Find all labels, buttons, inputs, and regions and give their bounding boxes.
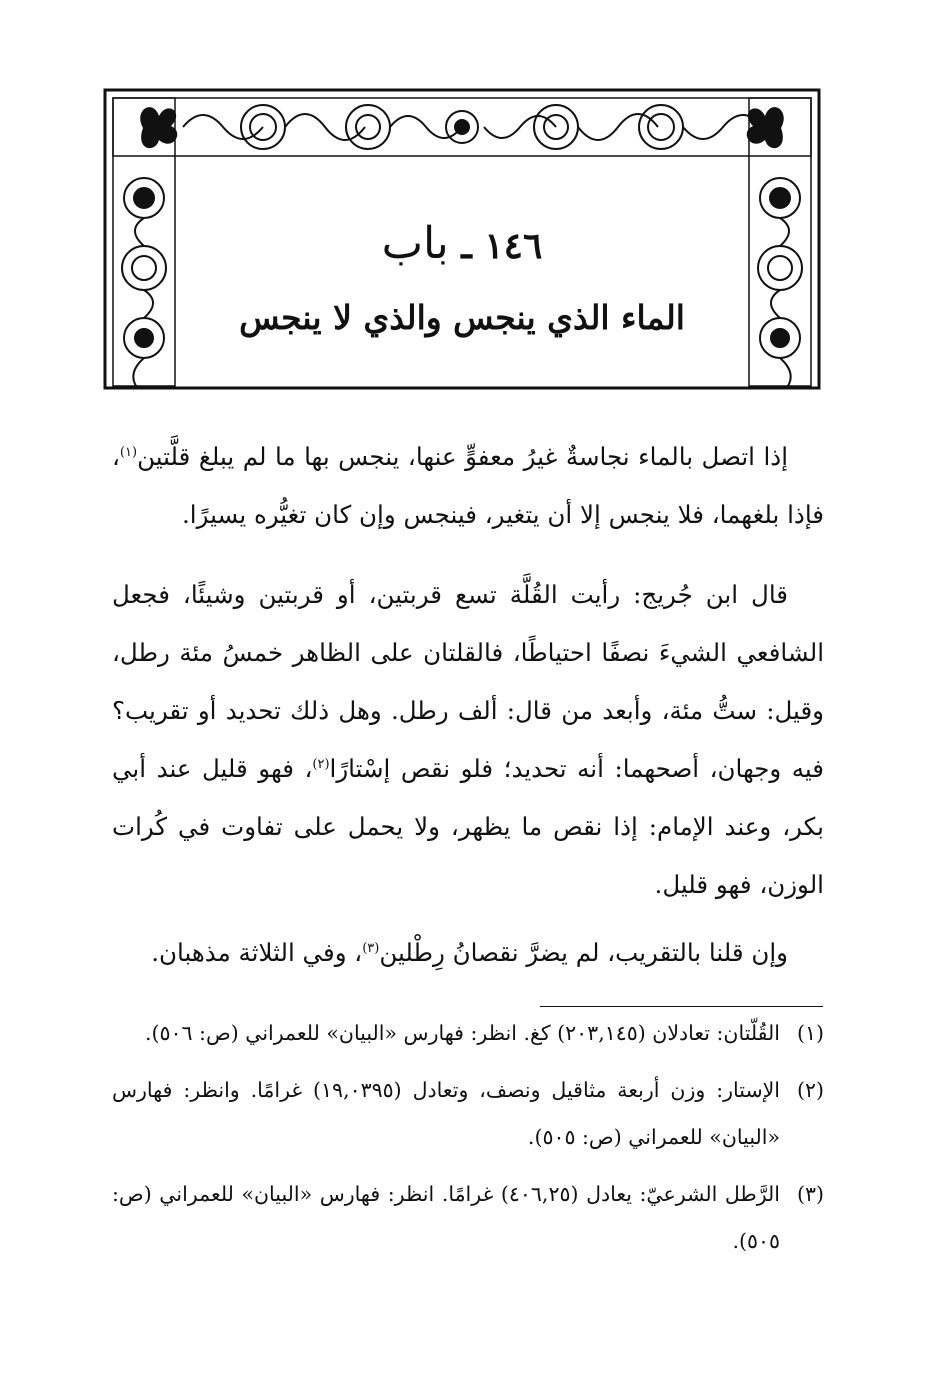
footnote-ref[interactable]: (٢): [312, 756, 330, 772]
paragraph-text: قال ابن جُريج: رأيت القُلَّة تسع قربتين، أو قربتين وشيئًا، فجعل الشافعي الشيءَ نصفًا احتياطًا، فالقلتان على الظاهر خمسُ مئة رطل، وقيل: ستُّ مئة، وأبعد من قال: ألف رطل. وهل ذلك تحديد أو تقريب؟ فيه وجهان، أصحهما: أنه تحديد؛ فلو نقص إسْتارًا: [112, 580, 824, 783]
paragraph-text: وإن قلنا بالتقريب، لم يضرَّ نقصانُ رِطْلين: [379, 938, 788, 967]
paragraph-tail: ، فهو قليل عند أبي بكر، وعند الإمام: إذا نقص ما يظهر، ولا يحمل على تفاوت في كُرات الوزن، فهو قليل.: [112, 754, 824, 899]
paragraph: [112, 566, 824, 914]
paragraph-tail: ، فإذا بلغهما، فلا ينجس إلا أن يتغير، فينجس وإن كان تغيُّره يسيرًا.: [112, 442, 824, 529]
main-text: [112, 428, 824, 992]
footnote: [112, 1010, 824, 1057]
footnote-text: القُلّتان: تعادلان (٢٠٣,١٤٥) كغ. انظر: فهارس «البيان» للعمراني (ص: ٥٠٦).: [144, 1021, 780, 1045]
footnote-ref[interactable]: (١): [119, 444, 138, 460]
footnotes: [112, 1010, 824, 1275]
chapter-word: باب: [381, 218, 449, 269]
chapter-heading: [103, 218, 821, 269]
paragraph: [112, 428, 824, 544]
chapter-number: ١٤٦ ـ: [461, 225, 543, 267]
footnote-number: (٢): [796, 1078, 824, 1102]
paragraph-text: إذا اتصل بالماء نجاسةٌ غيرُ معفوٍّ عنها، ينجس بها ما لم يبلغ قلَّتين: [137, 442, 788, 471]
footnote-number: (١): [796, 1021, 824, 1045]
footnote-divider: [540, 1006, 823, 1007]
paragraph-tail: ، وفي الثلاثة مذهبان.: [151, 938, 363, 967]
footnote: [112, 1171, 824, 1265]
footnote-text: الإستار: وزن أربعة مثاقيل ونصف، وتعادل (١٩,٠٣٩٥) غرامًا. وانظر: فهارس «البيان» للعمراني (ص: ٥٠٥).: [112, 1078, 781, 1149]
paragraph: [112, 924, 824, 982]
footnote-number: (٣): [796, 1182, 824, 1206]
footnote: [112, 1067, 824, 1161]
footnote-text: الرَّطل الشرعيّ: يعادل (٤٠٦,٢٥) غرامًا. انظر: فهارس «البيان» للعمراني (ص: ٥٠٥).: [112, 1182, 780, 1253]
footnote-ref[interactable]: (٣): [362, 940, 380, 956]
chapter-title: الماء الذي ينجس والذي لا ينجس: [239, 298, 685, 337]
